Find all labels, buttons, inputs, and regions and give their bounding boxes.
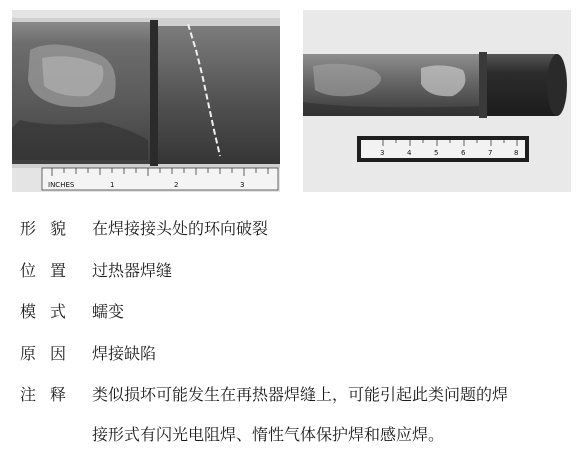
ruler-tick-label: 3 bbox=[240, 181, 245, 189]
pipe-left-illustration bbox=[12, 10, 280, 192]
ruler-inches-label: INCHES bbox=[48, 181, 75, 189]
pipe-weld-photo-left bbox=[12, 10, 280, 192]
field-label: 模 式 bbox=[20, 302, 66, 321]
field-value bbox=[92, 375, 576, 455]
field-cause bbox=[20, 339, 576, 369]
field-location bbox=[20, 256, 576, 286]
ruler-tick-label: 4 bbox=[407, 149, 412, 157]
field-value: 过热器焊缝 bbox=[92, 261, 173, 280]
field-label: 形 貌 bbox=[20, 219, 66, 238]
note-line-1: 类似损坏可能发生在再热器焊缝上，可能引起此类问题的焊 bbox=[92, 385, 509, 404]
field-label: 注 释 bbox=[20, 385, 66, 404]
field-label: 原 因 bbox=[20, 344, 66, 363]
ruler-tick-label: 7 bbox=[488, 149, 493, 157]
field-value: 蠕变 bbox=[92, 302, 125, 321]
ruler-tick-label: 1 bbox=[110, 181, 115, 189]
field-value: 焊接缺陷 bbox=[92, 344, 157, 363]
ruler-tick-label: 6 bbox=[461, 149, 466, 157]
pipe-right-illustration bbox=[303, 10, 571, 192]
field-appearance bbox=[20, 214, 576, 244]
note-line-2: 接形式有闪光电阻焊、惰性气体保护焊和感应焊。 bbox=[92, 425, 445, 444]
ruler-tick-label: 3 bbox=[380, 149, 385, 157]
field-label: 位 置 bbox=[20, 261, 66, 280]
field-note bbox=[20, 380, 576, 455]
pipe-weld-photo-right bbox=[303, 10, 571, 192]
ruler-tick-label: 8 bbox=[514, 149, 519, 157]
field-mode bbox=[20, 297, 576, 327]
ruler-tick-label: 5 bbox=[434, 149, 439, 157]
ruler-tick-label: 2 bbox=[174, 181, 179, 189]
field-value: 在焊接接头处的环向破裂 bbox=[92, 219, 269, 238]
